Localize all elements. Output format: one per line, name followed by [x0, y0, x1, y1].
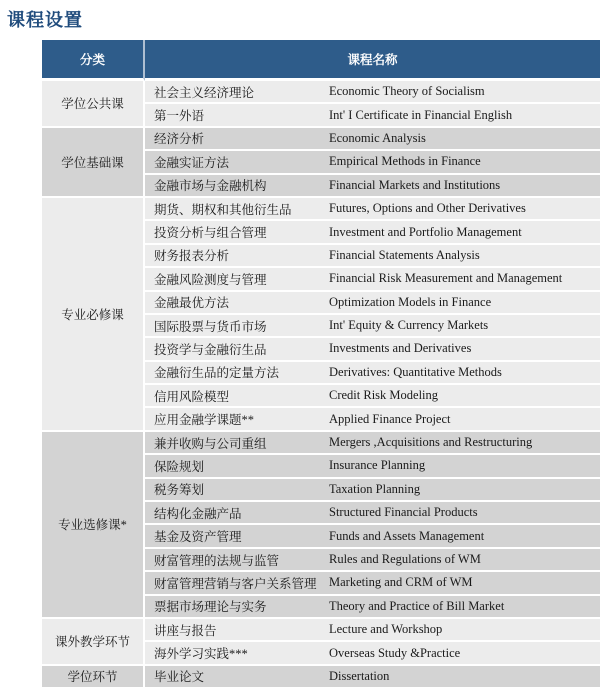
course-name-en: Taxation Planning	[325, 479, 600, 502]
course-table-body	[42, 81, 600, 689]
table-row	[42, 666, 600, 689]
course-name-cn: 国际股票与货币市场	[145, 315, 325, 338]
course-name-cn: 金融风险测度与管理	[145, 268, 325, 291]
course-name-en: Structured Financial Products	[325, 502, 600, 525]
category-cell: 专业必修课	[42, 198, 145, 432]
course-name-en: Overseas Study &Practice	[325, 642, 600, 665]
category-cell: 专业选修课*	[42, 432, 145, 619]
course-name-en: Applied Finance Project	[325, 408, 600, 431]
course-name-cn: 金融衍生品的定量方法	[145, 362, 325, 385]
course-name-cn: 信用风险模型	[145, 385, 325, 408]
category-cell: 学位基础课	[42, 128, 145, 198]
course-name-cn: 经济分析	[145, 128, 325, 151]
course-name-cn: 金融最优方法	[145, 292, 325, 315]
course-name-cn: 票据市场理论与实务	[145, 596, 325, 619]
course-name-en: Optimization Models in Finance	[325, 292, 600, 315]
course-name-cn: 社会主义经济理论	[145, 81, 325, 104]
course-name-en: Economic Theory of Socialism	[325, 81, 600, 104]
course-table-header	[42, 40, 600, 81]
course-name-cn: 结构化金融产品	[145, 502, 325, 525]
course-name-cn: 第一外语	[145, 104, 325, 127]
course-name-cn: 财富管理的法规与监管	[145, 549, 325, 572]
course-table	[42, 40, 600, 689]
course-name-cn: 财务报表分析	[145, 245, 325, 268]
category-cell: 课外教学环节	[42, 619, 145, 666]
course-name-en: Empirical Methods in Finance	[325, 151, 600, 174]
course-name-en: Marketing and CRM of WM	[325, 572, 600, 595]
course-name-cn: 应用金融学课题**	[145, 408, 325, 431]
course-name-en: Int' I Certificate in Financial English	[325, 104, 600, 127]
course-name-cn: 期货、期权和其他衍生品	[145, 198, 325, 221]
course-name-en: Lecture and Workshop	[325, 619, 600, 642]
course-name-en: Funds and Assets Management	[325, 525, 600, 548]
course-name-cn: 讲座与报告	[145, 619, 325, 642]
course-name-en: Investment and Portfolio Management	[325, 221, 600, 244]
category-cell: 学位公共课	[42, 81, 145, 128]
table-row	[42, 432, 600, 455]
course-name-en: Futures, Options and Other Derivatives	[325, 198, 600, 221]
course-name-cn: 财富管理营销与客户关系管理	[145, 572, 325, 595]
course-name-en: Credit Risk Modeling	[325, 385, 600, 408]
course-name-en: Investments and Derivatives	[325, 338, 600, 361]
course-name-cn: 税务筹划	[145, 479, 325, 502]
course-name-en: Mergers ,Acquisitions and Restructuring	[325, 432, 600, 455]
column-header-course-name: 课程名称	[145, 40, 600, 81]
course-name-en: Insurance Planning	[325, 455, 600, 478]
table-row	[42, 619, 600, 642]
column-header-category: 分类	[42, 40, 145, 81]
course-name-cn: 海外学习实践***	[145, 642, 325, 665]
course-name-en: Int' Equity & Currency Markets	[325, 315, 600, 338]
table-row	[42, 198, 600, 221]
course-name-cn: 投资分析与组合管理	[145, 221, 325, 244]
course-name-en: Economic Analysis	[325, 128, 600, 151]
course-name-en: Financial Risk Measurement and Management	[325, 268, 600, 291]
course-name-cn: 保险规划	[145, 455, 325, 478]
course-name-cn: 金融实证方法	[145, 151, 325, 174]
header-row	[42, 40, 600, 81]
course-name-cn: 基金及资产管理	[145, 525, 325, 548]
course-name-en: Dissertation	[325, 666, 600, 689]
page-title: 课程设置	[7, 10, 83, 30]
course-name-cn: 毕业论文	[145, 666, 325, 689]
category-cell: 学位环节	[42, 666, 145, 689]
course-name-cn: 投资学与金融衍生品	[145, 338, 325, 361]
course-name-en: Theory and Practice of Bill Market	[325, 596, 600, 619]
course-name-en: Financial Markets and Institutions	[325, 175, 600, 198]
course-name-en: Derivatives: Quantitative Methods	[325, 362, 600, 385]
course-name-cn: 金融市场与金融机构	[145, 175, 325, 198]
table-row	[42, 81, 600, 104]
course-name-en: Rules and Regulations of WM	[325, 549, 600, 572]
table-row	[42, 128, 600, 151]
course-name-en: Financial Statements Analysis	[325, 245, 600, 268]
course-name-cn: 兼并收购与公司重组	[145, 432, 325, 455]
